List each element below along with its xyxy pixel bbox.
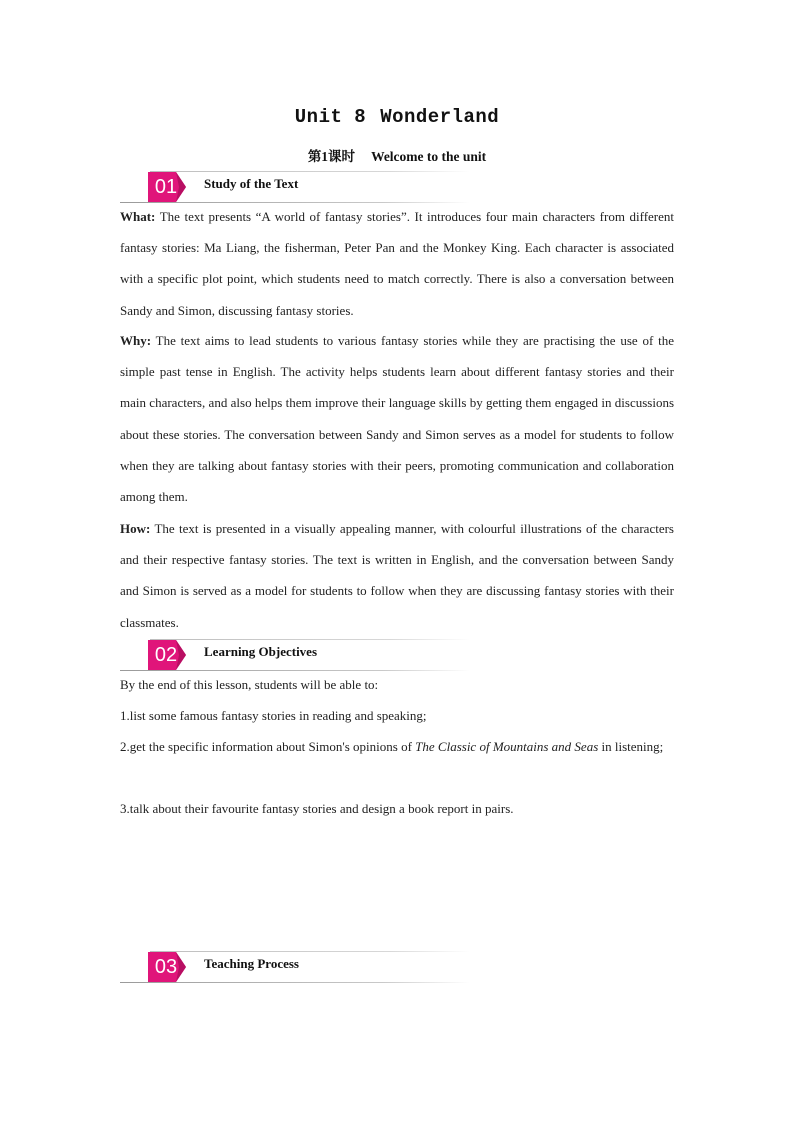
why-label: Why: [120,333,152,348]
divider-line [150,639,470,640]
section-number-badge [148,172,188,202]
section-header-objectives [120,639,470,671]
how-label: How: [120,521,151,536]
page-title [0,106,794,128]
section-title: Study of the Text [204,176,299,191]
objectives-intro: By the end of this lesson, students will be able to: [120,677,379,692]
section-title: Learning Objectives [204,644,318,659]
why-paragraph [120,325,674,512]
lesson-subtitle [0,145,794,165]
section-number: 01 [154,176,178,198]
divider-line [120,982,470,983]
how-text: The text is presented in a visually appealing manner, with colourful illustrations of the characters and their respective fantasy stories. The text is written in English, and the conversation between Sandy and Simon is served as a model for students to follow when they are discussing fantasy stories with their classmates. [120,521,674,630]
section-number: 02 [154,644,178,666]
unit-title: Wonderland [380,106,500,128]
section-title: Teaching Process [204,956,299,971]
lesson-title: Welcome to the unit [371,149,487,164]
unit-number: Unit 8 [294,106,367,128]
section-number-badge [148,952,188,982]
divider-line [150,171,470,172]
lesson-number: 第1课时 [307,149,356,164]
objective-item: 3.talk about their favourite fantasy stories and design a book report in pairs. [120,801,514,816]
what-text: The text presents “A world of fantasy stories”. It introduces four main characters from different fantasy stories: Ma Liang, the fisherman, Peter Pan and the Monkey King. Each character is associated with a specific plot point, which students need to match correctly. There is also a conversation between Sandy and Simon, discussing fantasy stories. [120,209,675,318]
book-title: The Classic of Mountains and Seas [415,739,599,754]
objective-text: in listening; [598,739,664,754]
section-header-process [120,951,470,983]
section-number: 03 [154,956,178,978]
what-paragraph [120,201,674,326]
how-paragraph [120,513,674,638]
objective-text: 2.get the specific information about Simon's opinions of [120,739,416,754]
what-label: What: [120,209,156,224]
objective-item [120,731,674,762]
why-text: The text aims to lead students to various fantasy stories while they are practising the use of the simple past tense in English. The activity helps students learn about different fantasy stories and their main characters, and also helps them improve their language skills by getting them engaged in discussions about these stories. The conversation between Sandy and Simon serves as a model for students to follow when they are talking about fantasy stories with their peers, promoting communication and collaboration among them. [120,333,674,505]
divider-line [150,951,470,952]
section-number-badge [148,640,188,670]
section-header-study [120,171,470,203]
objective-item: 1.list some famous fantasy stories in reading and speaking; [120,708,427,723]
